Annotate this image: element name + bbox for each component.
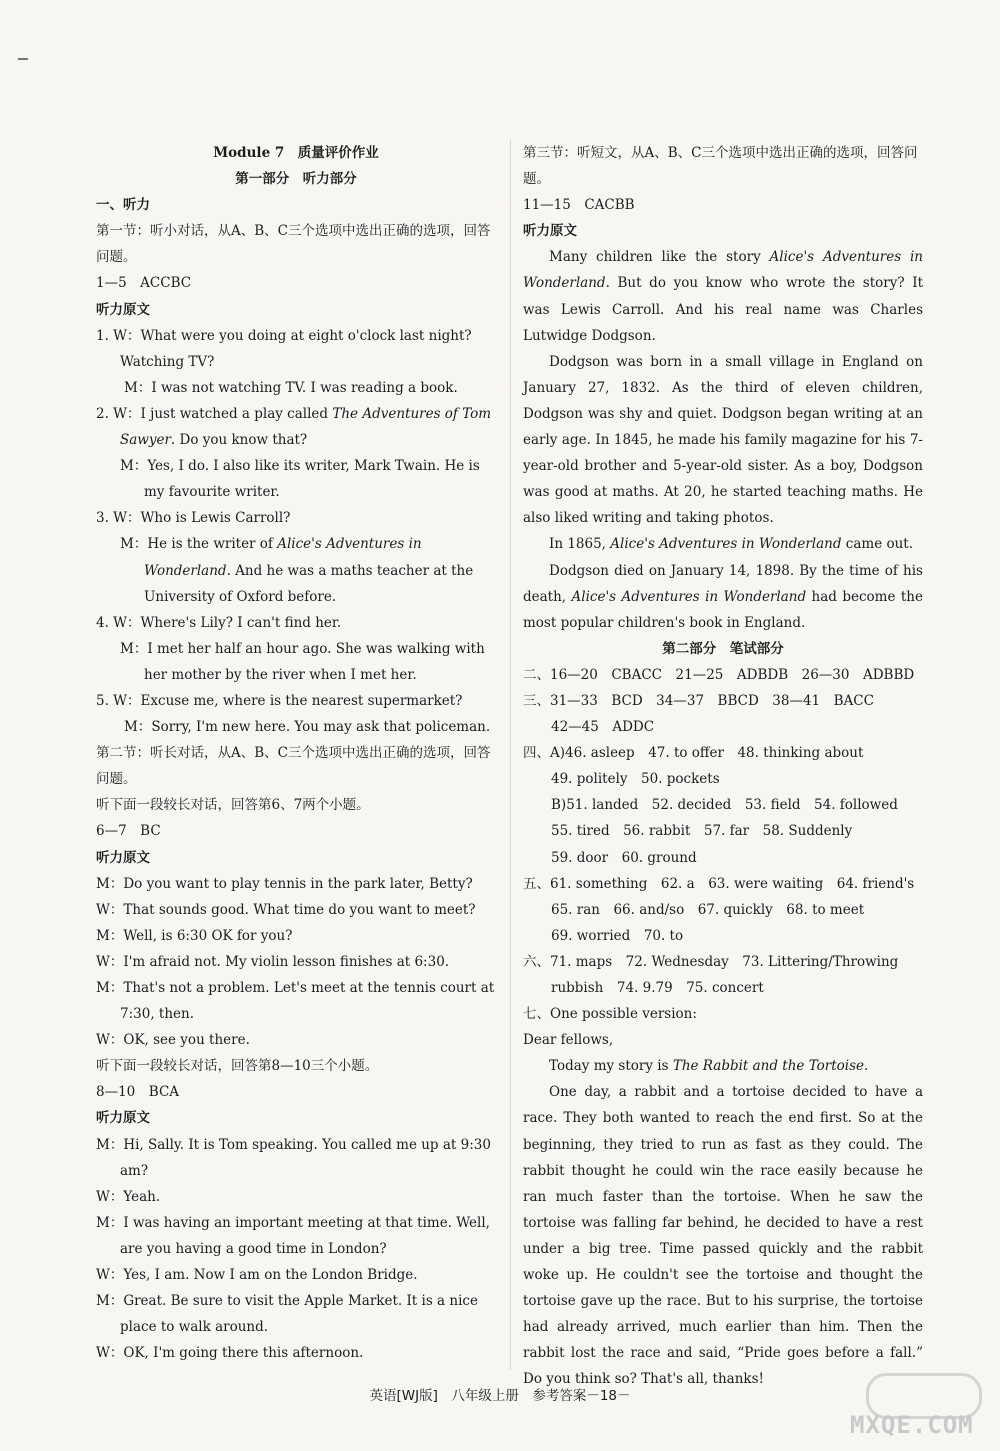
q5-man: M：Sorry, I'm new here. You may ask that policeman.	[124, 719, 491, 736]
p1-text-b: . But do you know who wrote the story? It was Lewis Carroll. And his real name was Charles Lutwidge Dodgson.	[523, 275, 923, 344]
module-title: Module 7 质量评价作业	[213, 145, 379, 161]
p4-text-a: Dodgson died on January 14, 1898. By the time of his death,	[523, 562, 923, 605]
p3-book-title: Alice's Adventures in Wonderland	[610, 536, 842, 553]
right-column	[523, 140, 923, 1393]
q3-book-title: Alice's Adventures in Wonderland	[144, 536, 422, 579]
essay-p2: One day, a rabbit and a tortoise decided to have a race. They both wanted to reach the end first. So at the beginning, they tried to run as fast as they could. The rabbit thought he could win the race easily because he ran much faster than the tortoise. When he saw the tortoise was falling far behind, he decided to have a rest under a big tree. Time passed quickly and the rabbit woke up. He couldn't see the tortoise and thought the tortoise gave up the race. But to his surprise, the tortoise had already arrived, much earlier than him. Then the rabbit lost the race and said, “Pride goes before a fall.” Do you think so? That's all, thanks!	[523, 1084, 923, 1388]
script-label-3: 听力原文	[96, 1110, 150, 1127]
dialogue2-line: M：Great. Be sure to visit the Apple Market. It is a nice place to walk around.	[96, 1293, 478, 1336]
q3-man-text-b: . And he was a maths teacher at the University of Oxford before.	[144, 562, 474, 605]
q1-man: M：I was not watching TV. I was reading a book.	[124, 379, 458, 396]
e1-text-a: Today my story is	[549, 1058, 673, 1075]
passage-p1	[523, 244, 923, 348]
s2-prompt-a: 听下面一段较长对话，回答第6、7两个小题。	[96, 797, 370, 814]
section2-answers: 二、16—20 CBACC 21—25 ADBDB 26—30 ADBBD	[523, 666, 915, 683]
dialogue2-line: M：Hi, Sally. It is Tom speaking. You called me up at 9:30 am?	[96, 1136, 491, 1179]
dialogue2-line: W：Yes, I am. Now I am on the London Bridge.	[96, 1267, 418, 1284]
dialogue2-line: W：Yeah.	[96, 1188, 161, 1205]
passage-p3	[523, 531, 923, 557]
passage-p2: Dodgson was born in a small village in England on January 27, 1832. As the third of eleven children, Dodgson was shy and quiet. Dodgson began writing at an early age. In 1845, he made his family magazine for his 7-year-old brother and 5-year-old sister. As a boy, Dodgson was good at maths. At 20, he started teaching maths. He also liked writing and taking photos.	[523, 353, 923, 527]
section5-answers-cont: 65. ran 66. and/so 67. quickly 68. to meet	[551, 901, 865, 918]
dialogue1-line: M：That's not a problem. Let's meet at the tennis court at 7:30, then.	[96, 980, 495, 1023]
p1-text-a: Many children like the story	[549, 249, 770, 266]
q2-woman	[96, 401, 496, 453]
q2-book-title: The Adventures of Tom Sawyer	[120, 405, 492, 449]
section4-answers-cont: 49. politely 50. pockets	[551, 771, 720, 788]
dialogue2-line: W：OK, I'm going there this afternoon.	[96, 1345, 364, 1362]
dialogue1-line: W：That sounds good. What time do you want to meet?	[96, 901, 476, 918]
section4-answers-b: B)51. landed 52. decided 53. field 54. followed	[551, 797, 898, 814]
dialogue1-line: W：I'm afraid not. My violin lesson finishes at 6:30.	[96, 953, 450, 970]
passage-p4	[523, 558, 923, 636]
q1-woman: 1. W：What were you doing at eight o'clock last night? Watching TV?	[96, 327, 472, 370]
q2-man: M：Yes, I do. I also like its writer, Mark Twain. He is my favourite writer.	[120, 458, 480, 501]
column-divider	[510, 140, 511, 1370]
script-label-4: 听力原文	[523, 223, 577, 240]
q2-woman-text-b: . Do you know that?	[170, 432, 308, 449]
answer-6-7: 6—7 BC	[96, 823, 161, 840]
section1-heading: 一、听力	[96, 197, 150, 214]
dialogue2-line: M：I was having an important meeting at that time. Well, are you having a good time in London?	[96, 1214, 490, 1257]
p3-text-a: In 1865,	[549, 536, 611, 553]
s2-instruction: 第二节：听长对话，从A、B、C三个选项中选出正确的选项，回答问题。	[96, 745, 491, 788]
part1-title: 第一部分 听力部分	[235, 171, 357, 188]
script-label-2: 听力原文	[96, 849, 150, 866]
section5-answers-end: 69. worried 70. to	[551, 927, 684, 944]
s1-instruction: 第一节：听小对话，从A、B、C三个选项中选出正确的选项，回答问题。	[96, 223, 491, 266]
s3-instruction: 第三节：听短文，从A、B、C三个选项中选出正确的选项，回答问题。	[523, 145, 918, 188]
section6-answers-cont: rubbish 74. 9.79 75. concert	[551, 980, 764, 996]
section3-answers-cont: 42—45 ADDC	[551, 719, 655, 736]
section4-answers: 四、A)46. asleep 47. to offer 48. thinking about	[523, 745, 864, 762]
watermark	[836, 1373, 986, 1443]
q2-woman-text-a: 2. W：I just watched a play called	[96, 405, 333, 422]
p1-book-title: Alice's Adventures in Wonderland	[523, 249, 923, 292]
section4-answers-b-cont: 55. tired 56. rabbit 57. far 58. Suddenly	[551, 823, 853, 840]
section7-heading: 七、One possible version:	[523, 1006, 697, 1023]
q3-man-text-a: M：He is the writer of	[120, 536, 278, 553]
essay-greeting: Dear fellows,	[523, 1032, 614, 1049]
p4-text-b: had become the most popular children's book in England.	[523, 588, 923, 631]
dialogue1-line: W：OK, see you there.	[96, 1032, 250, 1049]
s2-prompt-b: 听下面一段较长对话，回答第8—10三个小题。	[96, 1058, 379, 1075]
dialogue1-line: M：Do you want to play tennis in the park later, Betty?	[96, 875, 473, 892]
answer-8-10: 8—10 BCA	[96, 1084, 180, 1101]
e1-text-b: .	[864, 1058, 869, 1075]
q3-woman: 3. W：Who is Lewis Carroll?	[96, 510, 291, 527]
script-label: 听力原文	[96, 301, 150, 318]
page-corner-mark	[18, 58, 28, 60]
q4-man: M：I met her half an hour ago. She was walking with her mother by the river when I met her.	[120, 640, 485, 683]
section6-answers: 六、71. maps 72. Wednesday 73. Littering/Throwing	[523, 953, 899, 970]
watermark-text: MXQE.COM	[850, 1411, 974, 1439]
section4-answers-b-end: 59. door 60. ground	[551, 849, 697, 866]
page-footer: 英语[WJ版] 八年级上册 参考答案－18－	[369, 1388, 631, 1404]
essay-p1	[523, 1053, 923, 1079]
left-column	[96, 140, 496, 1366]
p4-book-title: Alice's Adventures in Wonderland	[571, 588, 807, 605]
section5-answers: 五、61. something 62. a 63. were waiting 64. friend's	[523, 875, 915, 892]
e1-story-title: The Rabbit and the Tortoise	[672, 1058, 865, 1075]
q5-woman: 5. W：Excuse me, where is the nearest supermarket?	[96, 692, 463, 709]
section3-answers: 三、31—33 BCD 34—37 BBCD 38—41 BACC	[523, 692, 874, 709]
part2-title: 第二部分 笔试部分	[662, 640, 784, 657]
dialogue1-line: M：Well, is 6:30 OK for you?	[96, 927, 293, 944]
q4-woman: 4. W：Where's Lily? I can't find her.	[96, 614, 342, 631]
p3-text-b: came out.	[841, 536, 914, 553]
answer-1-5: 1—5 ACCBC	[96, 275, 192, 292]
q3-man	[96, 531, 496, 609]
answer-11-15: 11—15 CACBB	[523, 197, 635, 214]
